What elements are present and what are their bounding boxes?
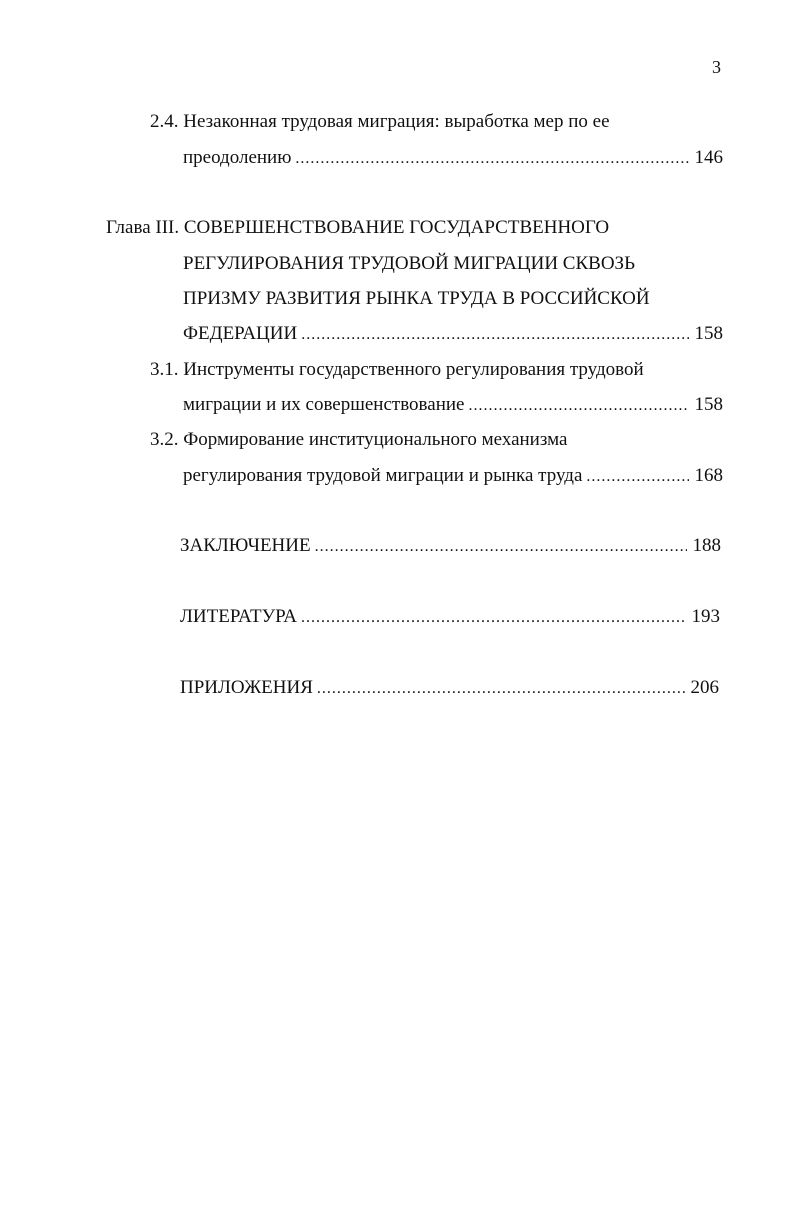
toc-chapter-3-line3: ПРИЗМУ РАЗВИТИЯ РЫНКА ТРУДА В РОССИЙСКОЙ	[183, 288, 650, 309]
toc-section-number: 3.1.	[150, 359, 179, 380]
toc-leader-dots	[295, 151, 688, 167]
toc-page-number: 188	[692, 535, 721, 556]
toc-page-number: 193	[691, 606, 720, 627]
toc-section-title: Инструменты государственного регулирования трудовой	[183, 359, 644, 380]
toc-chapter-title: СОВЕРШЕНСТВОВАНИЕ ГОСУДАРСТВЕННОГО	[183, 217, 610, 238]
page-number: 3	[712, 57, 721, 77]
toc-page-number: 158	[694, 394, 723, 415]
toc-page-number: 146	[694, 147, 723, 168]
toc-section-3-1-line2	[183, 395, 723, 414]
toc-leader-dots	[301, 327, 688, 343]
toc-section-3-1-line1	[150, 360, 644, 379]
toc-leader-dots	[317, 681, 685, 697]
toc-section-title-cont: миграции и их совершенствование	[183, 394, 465, 415]
toc-chapter-label: Глава III.	[106, 217, 180, 238]
toc-conclusion	[180, 536, 721, 555]
toc-leader-dots	[301, 610, 686, 626]
toc-page-number: 206	[690, 677, 719, 698]
toc-leader-dots	[586, 469, 688, 485]
toc-section-number: 2.4.	[150, 111, 179, 132]
toc-section-number: 3.2.	[150, 429, 179, 450]
toc-entry-title: ЗАКЛЮЧЕНИЕ	[180, 535, 311, 556]
toc-section-3-2-line2	[183, 466, 723, 485]
toc-chapter-3-line4	[183, 324, 723, 343]
toc-section-title: Незаконная трудовая миграция: выработка мер по ее	[183, 111, 610, 132]
toc-section-title-cont: регулирования трудовой миграции и рынка труда	[183, 465, 583, 486]
toc-literature	[180, 607, 720, 626]
toc-section-title-cont: преодолению	[183, 147, 292, 168]
toc-chapter-title-cont: ФЕДЕРАЦИИ	[183, 323, 298, 344]
toc-section-3-2-line1	[150, 430, 567, 449]
toc-section-2-4-line2	[183, 148, 723, 167]
toc-leader-dots	[468, 398, 688, 414]
toc-leader-dots	[315, 539, 687, 555]
toc-chapter-3-line2: РЕГУЛИРОВАНИЯ ТРУДОВОЙ МИГРАЦИИ СКВОЗЬ	[183, 253, 635, 274]
toc-page-number: 158	[694, 323, 723, 344]
toc-chapter-3-line1	[106, 218, 609, 237]
toc-section-2-4-line1	[150, 112, 610, 131]
toc-entry-title: ПРИЛОЖЕНИЯ	[180, 677, 313, 698]
toc-appendices	[180, 678, 719, 697]
toc-section-title: Формирование институционального механизма	[183, 429, 568, 450]
toc-entry-title: ЛИТЕРАТУРА	[180, 606, 297, 627]
toc-page-number: 168	[694, 465, 723, 486]
